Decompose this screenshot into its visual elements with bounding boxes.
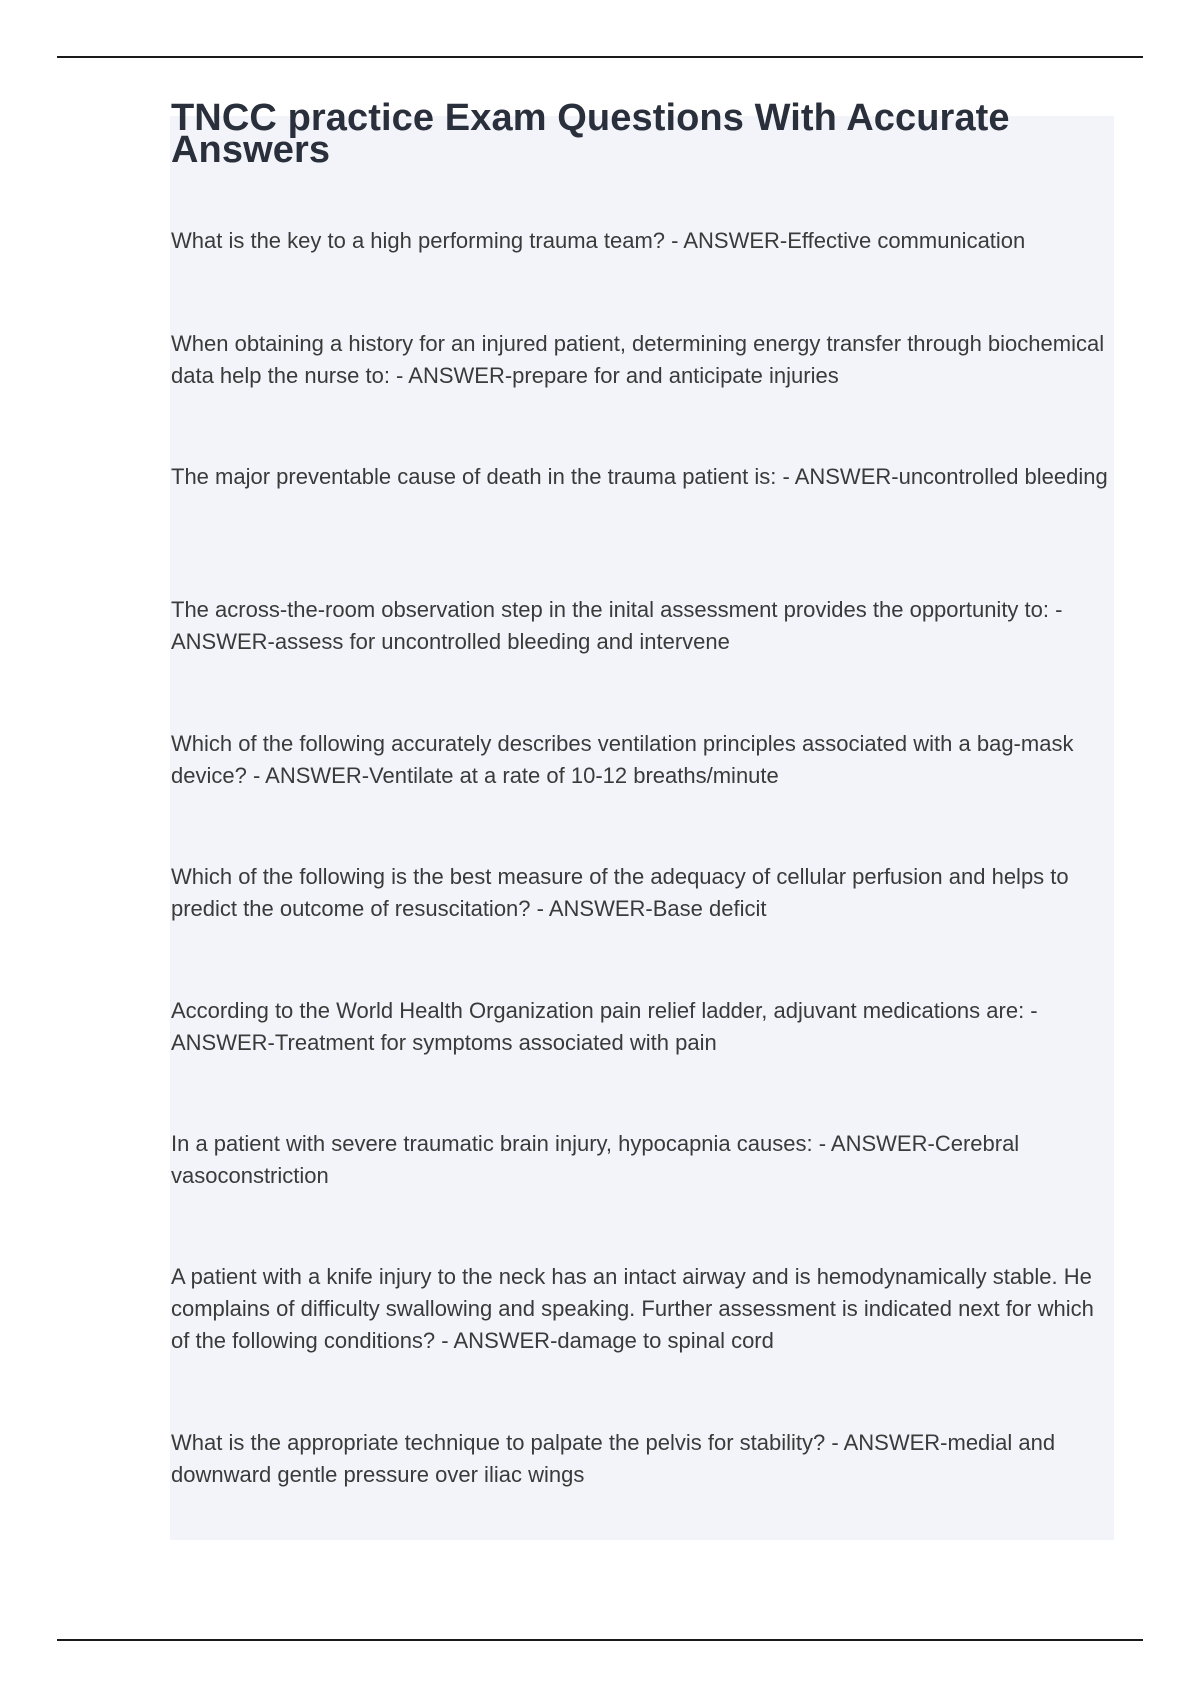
qa-item: The major preventable cause of death in the trauma patient is: - ANSWER-uncontrolled bleeding: [171, 464, 1108, 489]
qa-item: What is the appropriate technique to palpate the pelvis for stability? - ANSWER-medial and downward gentle pressure over iliac wings: [171, 1430, 1056, 1487]
qa-item: The across-the-room observation step in the inital assessment provides the opportunity to: - ANSWER-assess for uncontrolled bleeding and intervene: [171, 597, 1063, 654]
qa-item: What is the key to a high performing trauma team? - ANSWER-Effective communication: [171, 228, 1026, 253]
qa-item: A patient with a knife injury to the neck has an intact airway and is hemodynamically stable. He complains of difficulty swallowing and speaking. Further assessment is indicated next for which of the following conditions? - ANSWER-damage to spinal cord: [171, 1264, 1094, 1353]
header-rule: [57, 56, 1143, 58]
qa-item: Which of the following is the best measure of the adequacy of cellular perfusion and helps to predict the outcome of resuscitation? - ANSWER-Base deficit: [171, 864, 1069, 921]
document-body: [171, 97, 1116, 1487]
qa-item: When obtaining a history for an injured patient, determining energy transfer through biochemical data help the nurse to: - ANSWER-prepare for and anticipate injuries: [171, 331, 1105, 388]
qa-item: In a patient with severe traumatic brain injury, hypocapnia causes: - ANSWER-Cerebral vasoconstriction: [171, 1131, 1020, 1188]
qa-item: According to the World Health Organization pain relief ladder, adjuvant medications are: - ANSWER-Treatment for symptoms associated with pain: [171, 998, 1038, 1055]
footer-rule: [57, 1639, 1143, 1641]
qa-item: Which of the following accurately describes ventilation principles associated with a bag-mask device? - ANSWER-Ventilate at a rate of 10-12 breaths/minute: [171, 731, 1074, 788]
page-title: TNCC practice Exam Questions With Accurate Answers: [171, 97, 1010, 171]
